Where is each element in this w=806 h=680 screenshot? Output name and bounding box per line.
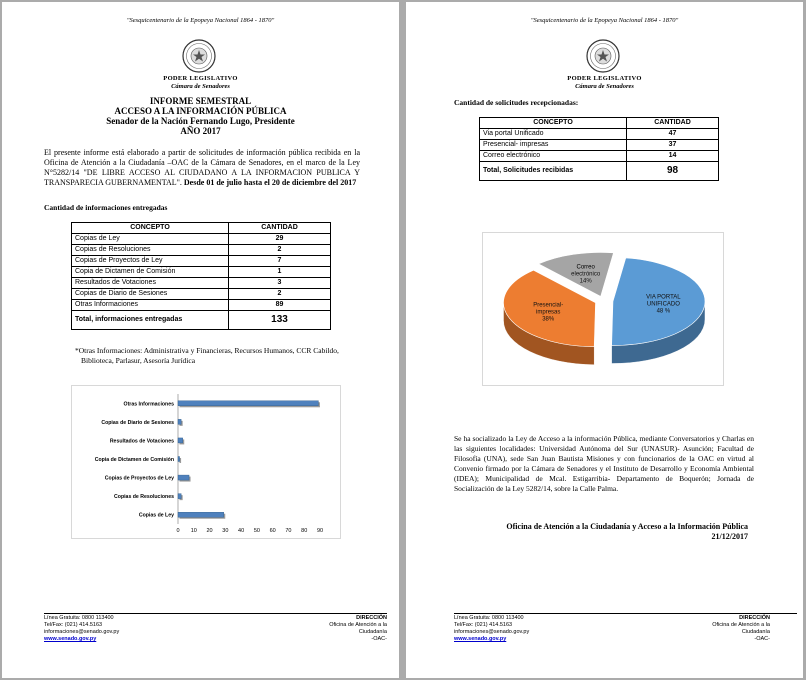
column-header-cantidad: CANTIDAD (627, 118, 719, 129)
table-header-row (72, 223, 331, 234)
table-row (480, 129, 719, 140)
footer-office-1: Oficina de Atención a la (712, 622, 770, 628)
informaciones-table (71, 222, 331, 330)
row-value: 47 (627, 129, 719, 140)
footer-office (287, 615, 387, 643)
pie-slice-label: electrónico (571, 271, 601, 278)
table-row (72, 300, 331, 311)
row-concept: Copias de Resoluciones (72, 245, 229, 256)
signature-office: Oficina de Atención a la Ciudadanía y Acceso a la Información Pública (506, 522, 748, 531)
bar (178, 438, 183, 443)
signature-date: 21/12/2017 (711, 532, 748, 541)
header-motto: "Sesquicentenario de la Epopeya Nacional 1864 - 1870" (126, 17, 275, 24)
institution-name: PODER LEGISLATIVO (567, 75, 642, 82)
row-concept: Resultados de Votaciones (72, 278, 229, 289)
bar-category-label: Copia de Dictamen de Comisión (94, 457, 174, 463)
section-title-informaciones: Cantidad de informaciones entregadas (44, 203, 168, 212)
footer-telfax: Tel/Fax: (021) 414.5163 (454, 622, 513, 628)
footer-office-2: Ciudadanía (358, 629, 387, 635)
table-row (72, 289, 331, 300)
footer-phone: Línea Gratuita: 0800 113400 (454, 615, 524, 621)
report-title (2, 96, 399, 136)
column-header-concepto: CONCEPTO (72, 223, 229, 234)
bar (178, 494, 181, 499)
institution-name: PODER LEGISLATIVO (163, 75, 238, 82)
total-label: Total, Solicitudes recibidas (480, 162, 627, 181)
pie-slice-label: Correo (576, 264, 595, 271)
footer-email: informaciones@senado.gov.py (454, 629, 530, 635)
header-motto: "Sesquicentenario de la Epopeya Nacional 1864 - 1870" (530, 17, 679, 24)
table-total-row (72, 311, 331, 330)
total-label: Total, informaciones entregadas (72, 311, 229, 330)
title-line-2: ACCESO A LA INFORMACIÓN PÚBLICA (114, 106, 287, 116)
table-row (72, 245, 331, 256)
pie-chart-box (482, 232, 724, 386)
pie-slice-label: Presencial- (533, 302, 564, 309)
bar-category-label: Resultados de Votaciones (109, 438, 174, 445)
total-value: 133 (229, 311, 331, 330)
footer-divider (44, 613, 387, 614)
right-page (406, 2, 803, 678)
row-value: 2 (229, 245, 331, 256)
bar-tick-label: 20 (206, 528, 213, 534)
table-row (480, 151, 719, 162)
bar-tick-label: 50 (253, 528, 260, 534)
footer-website-link[interactable]: www.senado.gov.py (44, 636, 97, 642)
note-line-1: *Otras Informaciones: Administrativa y Financieras, Recursos Humanos, CCR Cabildo, (75, 346, 339, 355)
footer-phone: Línea Gratuita: 0800 113400 (44, 615, 114, 621)
left-page (2, 2, 399, 678)
solicitudes-table (479, 117, 719, 181)
table-row (72, 256, 331, 267)
intro-date-range: Desde 01 de julio hasta el 20 de diciembre del 2017 (181, 178, 357, 187)
footer-office-3: -OAC- (371, 636, 387, 642)
bar (178, 512, 224, 517)
chamber-name: Cámara de Senadores (171, 83, 230, 90)
row-value: 7 (229, 256, 331, 267)
column-header-cantidad: CANTIDAD (229, 223, 331, 234)
pie-slice-label: impresas (536, 309, 561, 316)
chamber-name: Cámara de Senadores (575, 83, 634, 90)
row-concept: Otras Informaciones (72, 300, 229, 311)
row-concept: Correo electrónico (480, 151, 627, 162)
pie-percent-label: 38% (542, 316, 555, 323)
body-paragraph: Se ha socializado la Ley de Acceso a la información Pública, mediante Conversatorios y Charlas en las siguientes localidades: Universidad Autónoma del Sur (UNASUR)- Asunción; Facultad de Filosofía (UNA), sede San Juan Bautista Misiones y con funcionarios de la OAC en virtud al Convenio firmado por la Cámara de Senadores y el Instituto de Desarrollo y Economía Ambiental (IDEA); Municipalidad de Mcal. Estigarribia- Departamento de Boquerón; Jornada de Socialización de la Ley 5282/14, sobre la Calle Palma. (454, 434, 754, 493)
bar-tick-label: 10 (190, 528, 197, 534)
row-value: 3 (229, 278, 331, 289)
bar (178, 401, 318, 406)
signature-block (454, 522, 748, 542)
bar-tick-label: 60 (269, 528, 276, 534)
bar-tick-label: 90 (316, 528, 324, 534)
pie-percent-label: 14% (579, 278, 592, 285)
footer-office (670, 615, 770, 643)
row-value: 37 (627, 140, 719, 151)
bar-tick-label: 70 (285, 528, 292, 534)
pie-percent-label: 48 % (656, 308, 671, 315)
table-row (72, 267, 331, 278)
title-line-1: INFORME SEMESTRAL (149, 96, 252, 106)
bar-tick-label: 0 (176, 528, 180, 534)
intro-text: El presente informe está elaborado a partir de solicitudes de información pública recibida en la Oficina de Atención a la Ciudadanía –OAC de la Cámara de Senadores, en el marco de la Ley N°5282/14 "DE LIBRE ACCESO AL CIUDADANO A LA INFORMACION PUBLICA Y TRANSPARECIA GUBERNAMENTAL". (44, 148, 360, 187)
title-line-3: Senador de la Nación Fernando Lugo, Presidente (106, 116, 295, 126)
table-row (72, 234, 331, 245)
footer-email: informaciones@senado.gov.py (44, 629, 120, 635)
seal-icon (182, 39, 216, 73)
row-concept: Copias de Proyectos de Ley (72, 256, 229, 267)
bar-tick-label: 80 (301, 528, 308, 534)
intro-paragraph (44, 148, 360, 188)
bar-category-label: Copias de Resoluciones (114, 494, 174, 501)
bar-tick-label: 30 (222, 528, 229, 534)
bar-tick-label: 40 (238, 528, 245, 534)
seal-icon (586, 39, 620, 73)
row-concept: Copias de Diario de Sesiones (72, 289, 229, 300)
column-header-concepto: CONCEPTO (480, 118, 627, 129)
footer-office-2: Ciudadanía (741, 629, 770, 635)
pie-slice-label: UNIFICADO (646, 301, 680, 308)
note-line-2: Biblioteca, Parlasur, Asesoría Jurídica (81, 356, 196, 365)
footer-contact (454, 615, 529, 643)
title-line-4: AÑO 2017 (180, 126, 221, 136)
row-value: 1 (229, 267, 331, 278)
bar-category-label: Copias de Ley (138, 512, 174, 519)
footer-office-1: Oficina de Atención a la (329, 622, 387, 628)
pie-slice-label: VIA PORTAL (646, 294, 681, 301)
footer-dept: DIRECCIÓN (739, 615, 770, 621)
bar-category-label: Copias de Diario de Sesiones (101, 419, 174, 426)
row-concept: Copias de Ley (72, 234, 229, 245)
table-row (480, 140, 719, 151)
row-concept: Presencial- impresas (480, 140, 627, 151)
row-concept: Via portal Unificado (480, 129, 627, 140)
bar-category-label: Copias de Proyectos de Ley (104, 475, 174, 482)
bar-category-label: Otras Informaciones (123, 401, 174, 408)
footer-website-link[interactable]: www.senado.gov.py (454, 636, 507, 642)
bar-chart (72, 386, 340, 538)
section-title-solicitudes: Cantidad de solicitudes recepcionadas: (454, 98, 579, 107)
footer-divider (454, 613, 797, 614)
row-value: 2 (229, 289, 331, 300)
bar-chart-box (71, 385, 341, 539)
row-value: 89 (229, 300, 331, 311)
table-header-row (480, 118, 719, 129)
bar (178, 457, 180, 462)
table-row (72, 278, 331, 289)
total-value: 98 (627, 162, 719, 181)
row-value: 29 (229, 234, 331, 245)
footer-dept: DIRECCIÓN (356, 615, 387, 621)
row-value: 14 (627, 151, 719, 162)
bar (178, 475, 189, 480)
pie-chart (483, 233, 723, 385)
bar (178, 419, 181, 424)
row-concept: Copia de Dictamen de Comisión (72, 267, 229, 278)
footer-contact (44, 615, 119, 643)
table-total-row (480, 162, 719, 181)
footer-telfax: Tel/Fax: (021) 414.5163 (44, 622, 103, 628)
footer-office-3: -OAC- (754, 636, 770, 642)
